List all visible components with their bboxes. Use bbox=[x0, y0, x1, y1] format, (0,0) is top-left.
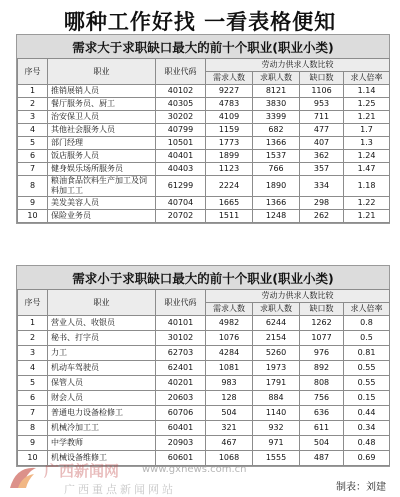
cell-seq: 7 bbox=[18, 406, 48, 421]
table-row bbox=[18, 376, 390, 391]
header-gap: 缺口数 bbox=[300, 72, 344, 85]
cell-seq: 4 bbox=[18, 124, 48, 137]
cell-demand: 4109 bbox=[206, 111, 253, 124]
cell-job: 治安保卫人员 bbox=[48, 111, 156, 124]
header-demand: 需求人数 bbox=[206, 303, 253, 316]
cell-gap: 487 bbox=[300, 451, 344, 466]
cell-seekers: 884 bbox=[253, 391, 300, 406]
table-row bbox=[18, 421, 390, 436]
cell-demand: 1076 bbox=[206, 331, 253, 346]
cell-seekers: 1366 bbox=[253, 197, 300, 210]
cell-demand: 1665 bbox=[206, 197, 253, 210]
cell-ratio: 1.21 bbox=[344, 111, 390, 124]
cell-seekers: 1537 bbox=[253, 150, 300, 163]
header-demand: 需求人数 bbox=[206, 72, 253, 85]
cell-gap: 611 bbox=[300, 421, 344, 436]
cell-seekers: 1366 bbox=[253, 137, 300, 150]
cell-job: 秘书、打字员 bbox=[48, 331, 156, 346]
cell-gap: 756 bbox=[300, 391, 344, 406]
cell-seq: 4 bbox=[18, 361, 48, 376]
cell-demand: 2224 bbox=[206, 176, 253, 197]
cell-gap: 357 bbox=[300, 163, 344, 176]
cell-ratio: 1.14 bbox=[344, 85, 390, 98]
cell-ratio: 1.25 bbox=[344, 98, 390, 111]
watermark-tagline: 广西重点新闻网站 bbox=[64, 483, 176, 496]
cell-demand: 128 bbox=[206, 391, 253, 406]
cell-ratio: 1.22 bbox=[344, 197, 390, 210]
header-code: 职业代码 bbox=[156, 59, 206, 85]
cell-code: 40102 bbox=[156, 85, 206, 98]
cell-seq: 3 bbox=[18, 346, 48, 361]
cell-code: 40305 bbox=[156, 98, 206, 111]
cell-demand: 1773 bbox=[206, 137, 253, 150]
cell-gap: 1262 bbox=[300, 316, 344, 331]
cell-demand: 1081 bbox=[206, 361, 253, 376]
cell-demand: 1899 bbox=[206, 150, 253, 163]
table-row bbox=[18, 436, 390, 451]
table-section-demand-below bbox=[16, 265, 390, 467]
cell-gap: 362 bbox=[300, 150, 344, 163]
table-title: 需求大于求职缺口最大的前十个职业(职业小类) bbox=[17, 35, 389, 58]
cell-seq: 2 bbox=[18, 98, 48, 111]
cell-demand: 4783 bbox=[206, 98, 253, 111]
cell-job: 营业人员、收银员 bbox=[48, 316, 156, 331]
cell-ratio: 0.15 bbox=[344, 391, 390, 406]
cell-seekers: 1140 bbox=[253, 406, 300, 421]
cell-job: 保管人员 bbox=[48, 376, 156, 391]
cell-gap: 1077 bbox=[300, 331, 344, 346]
cell-job: 餐厅服务员、厨工 bbox=[48, 98, 156, 111]
header-group: 劳动力供求人数比较 bbox=[206, 59, 390, 72]
cell-gap: 711 bbox=[300, 111, 344, 124]
header-seq: 序号 bbox=[18, 59, 48, 85]
table-row bbox=[18, 391, 390, 406]
cell-seq: 3 bbox=[18, 111, 48, 124]
cell-demand: 1511 bbox=[206, 210, 253, 223]
cell-ratio: 0.81 bbox=[344, 346, 390, 361]
cell-ratio: 0.55 bbox=[344, 376, 390, 391]
cell-gap: 407 bbox=[300, 137, 344, 150]
cell-demand: 504 bbox=[206, 406, 253, 421]
cell-ratio: 1.7 bbox=[344, 124, 390, 137]
cell-gap: 334 bbox=[300, 176, 344, 197]
cell-code: 20603 bbox=[156, 391, 206, 406]
cell-gap: 504 bbox=[300, 436, 344, 451]
table-row bbox=[18, 98, 390, 111]
cell-demand: 9227 bbox=[206, 85, 253, 98]
cell-seq: 1 bbox=[18, 316, 48, 331]
cell-gap: 477 bbox=[300, 124, 344, 137]
cell-job: 机械设备维修工 bbox=[48, 451, 156, 466]
cell-job: 部门经理 bbox=[48, 137, 156, 150]
table-row bbox=[18, 331, 390, 346]
cell-ratio: 0.69 bbox=[344, 451, 390, 466]
cell-seq: 2 bbox=[18, 331, 48, 346]
header-ratio: 求人倍率 bbox=[344, 72, 390, 85]
cell-job: 保险业务员 bbox=[48, 210, 156, 223]
cell-demand: 4982 bbox=[206, 316, 253, 331]
cell-seq: 9 bbox=[18, 436, 48, 451]
header-seekers: 求职人数 bbox=[253, 72, 300, 85]
cell-ratio: 1.47 bbox=[344, 163, 390, 176]
cell-job: 普通电力设备检修工 bbox=[48, 406, 156, 421]
cell-code: 10501 bbox=[156, 137, 206, 150]
cell-seekers: 6244 bbox=[253, 316, 300, 331]
cell-code: 40799 bbox=[156, 124, 206, 137]
table-title: 需求小于求职缺口最大的前十个职业(职业小类) bbox=[17, 266, 389, 289]
cell-seekers: 1248 bbox=[253, 210, 300, 223]
cell-ratio: 1.3 bbox=[344, 137, 390, 150]
cell-seekers: 971 bbox=[253, 436, 300, 451]
cell-gap: 953 bbox=[300, 98, 344, 111]
cell-code: 60601 bbox=[156, 451, 206, 466]
cell-code: 40101 bbox=[156, 316, 206, 331]
cell-seq: 1 bbox=[18, 85, 48, 98]
cell-demand: 467 bbox=[206, 436, 253, 451]
cell-code: 40201 bbox=[156, 376, 206, 391]
table-row bbox=[18, 85, 390, 98]
table-section-demand-exceeds bbox=[16, 34, 390, 224]
occupation-table bbox=[17, 289, 390, 466]
cell-job: 饭店服务人员 bbox=[48, 150, 156, 163]
cell-code: 30102 bbox=[156, 331, 206, 346]
cell-gap: 262 bbox=[300, 210, 344, 223]
cell-code: 61299 bbox=[156, 176, 206, 197]
cell-seq: 5 bbox=[18, 137, 48, 150]
cell-ratio: 1.21 bbox=[344, 210, 390, 223]
cell-demand: 321 bbox=[206, 421, 253, 436]
cell-code: 40403 bbox=[156, 163, 206, 176]
cell-code: 62703 bbox=[156, 346, 206, 361]
header-seekers: 求职人数 bbox=[253, 303, 300, 316]
cell-demand: 4284 bbox=[206, 346, 253, 361]
table-row bbox=[18, 176, 390, 197]
cell-job: 力工 bbox=[48, 346, 156, 361]
table-row bbox=[18, 316, 390, 331]
header-ratio: 求人倍率 bbox=[344, 303, 390, 316]
table-row bbox=[18, 137, 390, 150]
cell-gap: 892 bbox=[300, 361, 344, 376]
cell-code: 40704 bbox=[156, 197, 206, 210]
table-row bbox=[18, 361, 390, 376]
cell-seekers: 5260 bbox=[253, 346, 300, 361]
cell-job: 美发美容人员 bbox=[48, 197, 156, 210]
cell-ratio: 0.5 bbox=[344, 331, 390, 346]
cell-seekers: 1973 bbox=[253, 361, 300, 376]
header-seq: 序号 bbox=[18, 290, 48, 316]
table-row bbox=[18, 346, 390, 361]
cell-job: 推销展销人员 bbox=[48, 85, 156, 98]
cell-seekers: 1890 bbox=[253, 176, 300, 197]
cell-job: 中学教师 bbox=[48, 436, 156, 451]
cell-code: 20903 bbox=[156, 436, 206, 451]
occupation-table bbox=[17, 58, 390, 223]
cell-ratio: 0.48 bbox=[344, 436, 390, 451]
watermark-site-name: 广西新闻网 bbox=[44, 462, 120, 480]
cell-demand: 983 bbox=[206, 376, 253, 391]
table-row bbox=[18, 210, 390, 223]
cell-job: 机械冷加工工 bbox=[48, 421, 156, 436]
cell-seq: 8 bbox=[18, 421, 48, 436]
cell-seq: 8 bbox=[18, 176, 48, 197]
cell-seekers: 3399 bbox=[253, 111, 300, 124]
table-row bbox=[18, 406, 390, 421]
cell-ratio: 1.24 bbox=[344, 150, 390, 163]
cell-seekers: 1555 bbox=[253, 451, 300, 466]
cell-gap: 976 bbox=[300, 346, 344, 361]
header-job: 职业 bbox=[48, 290, 156, 316]
cell-job: 健身娱乐场所服务员 bbox=[48, 163, 156, 176]
cell-ratio: 0.44 bbox=[344, 406, 390, 421]
cell-ratio: 0.8 bbox=[344, 316, 390, 331]
cell-gap: 1106 bbox=[300, 85, 344, 98]
cell-seekers: 682 bbox=[253, 124, 300, 137]
table-row bbox=[18, 163, 390, 176]
watermark-url: www.gxnews.com.cn bbox=[142, 464, 247, 475]
cell-seq: 5 bbox=[18, 376, 48, 391]
table-credit: 制表：刘建 bbox=[336, 482, 386, 493]
cell-code: 60401 bbox=[156, 421, 206, 436]
cell-seq: 7 bbox=[18, 163, 48, 176]
cell-code: 40401 bbox=[156, 150, 206, 163]
cell-job: 粮油食品饮料生产加工及饲料加工工 bbox=[48, 176, 156, 197]
gxnews-logo-icon bbox=[6, 462, 40, 492]
header-code: 职业代码 bbox=[156, 290, 206, 316]
cell-demand: 1068 bbox=[206, 451, 253, 466]
cell-ratio: 0.34 bbox=[344, 421, 390, 436]
cell-seekers: 1791 bbox=[253, 376, 300, 391]
table-row bbox=[18, 111, 390, 124]
cell-ratio: 0.55 bbox=[344, 361, 390, 376]
cell-seq: 10 bbox=[18, 210, 48, 223]
cell-seekers: 766 bbox=[253, 163, 300, 176]
table-row bbox=[18, 124, 390, 137]
cell-job: 其他社会服务人员 bbox=[48, 124, 156, 137]
cell-job: 机动车驾驶员 bbox=[48, 361, 156, 376]
cell-seq: 6 bbox=[18, 150, 48, 163]
cell-gap: 808 bbox=[300, 376, 344, 391]
cell-seekers: 932 bbox=[253, 421, 300, 436]
cell-gap: 636 bbox=[300, 406, 344, 421]
cell-demand: 1123 bbox=[206, 163, 253, 176]
cell-code: 62401 bbox=[156, 361, 206, 376]
cell-seq: 6 bbox=[18, 391, 48, 406]
cell-code: 30202 bbox=[156, 111, 206, 124]
cell-seq: 10 bbox=[18, 451, 48, 466]
header-job: 职业 bbox=[48, 59, 156, 85]
table-row bbox=[18, 197, 390, 210]
header-group: 劳动力供求人数比较 bbox=[206, 290, 390, 303]
cell-seekers: 8121 bbox=[253, 85, 300, 98]
cell-seekers: 3830 bbox=[253, 98, 300, 111]
cell-seekers: 2154 bbox=[253, 331, 300, 346]
cell-gap: 298 bbox=[300, 197, 344, 210]
cell-job: 财会人员 bbox=[48, 391, 156, 406]
cell-seq: 9 bbox=[18, 197, 48, 210]
cell-demand: 1159 bbox=[206, 124, 253, 137]
cell-code: 60706 bbox=[156, 406, 206, 421]
cell-ratio: 1.18 bbox=[344, 176, 390, 197]
header-gap: 缺口数 bbox=[300, 303, 344, 316]
cell-code: 20702 bbox=[156, 210, 206, 223]
page-headline: 哪种工作好找 一看表格便知 bbox=[63, 10, 337, 34]
table-row bbox=[18, 150, 390, 163]
